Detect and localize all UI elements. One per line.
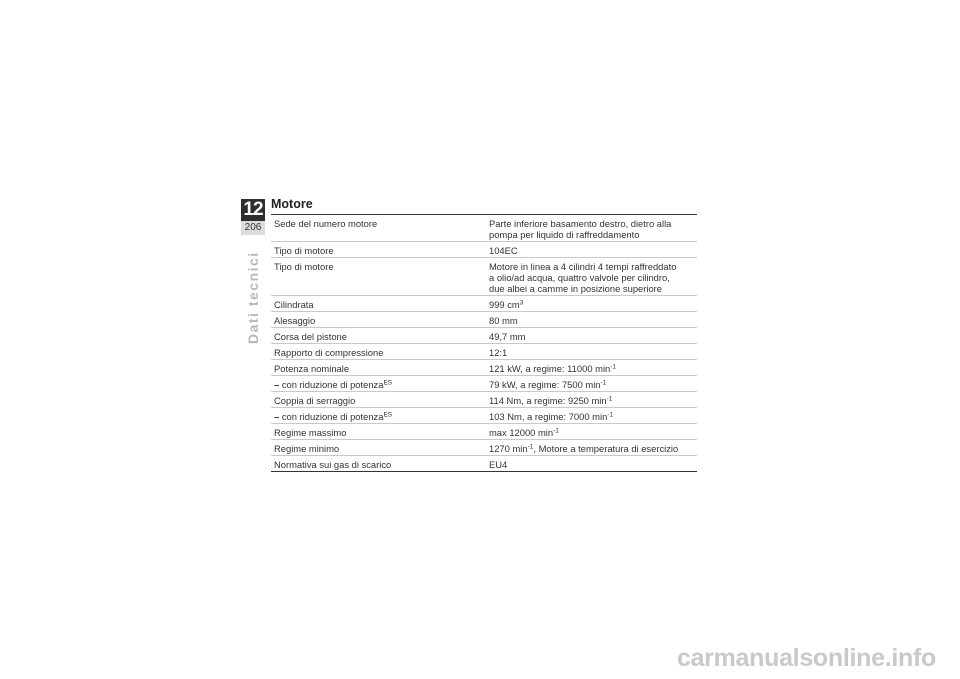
chapter-number: 12	[241, 199, 265, 221]
table-row	[271, 242, 697, 258]
spec-value	[486, 312, 697, 328]
spec-label	[271, 456, 486, 472]
spec-value-text: Parte inferiore basamento destro, dietro alla pompa per liquido di raffreddamento	[489, 217, 672, 240]
spec-value	[486, 392, 697, 408]
spec-label-text: Sede del numero motore	[274, 217, 378, 229]
spec-value	[486, 424, 697, 440]
spec-label	[271, 376, 486, 392]
spec-label	[271, 344, 486, 360]
spec-value-text: 12:1	[489, 346, 508, 358]
spec-label	[271, 392, 486, 408]
value-superscript: -1	[553, 427, 559, 434]
table-row	[271, 328, 697, 344]
spec-value	[486, 258, 697, 296]
table-row	[271, 440, 697, 456]
table-row	[271, 215, 697, 242]
spec-value-text: 1270 min	[489, 442, 528, 454]
value-superscript: -1	[607, 411, 614, 418]
spec-label	[271, 242, 486, 258]
table-row	[271, 344, 697, 360]
table-row	[271, 392, 697, 408]
chapter-tab	[241, 199, 265, 235]
spec-label-text: Alesaggio	[274, 314, 316, 326]
dash-marker: –	[274, 410, 280, 422]
spec-value-text: 80 mm	[489, 314, 518, 326]
spec-label-text: Corsa del pistone	[274, 330, 347, 342]
spec-value	[486, 296, 697, 312]
section-title: Motore	[271, 197, 313, 211]
dash-marker: –	[274, 378, 280, 390]
page-number: 206	[241, 221, 265, 235]
spec-value	[486, 376, 697, 392]
spec-label-text: Regime massimo	[274, 426, 347, 438]
spec-label	[271, 360, 486, 376]
spec-value-text: 79 kW, a regime: 7500 min	[489, 378, 601, 390]
spec-label	[271, 440, 486, 456]
value-superscript: -1	[610, 363, 617, 370]
table-row	[271, 376, 697, 392]
spec-label-text: con riduzione di potenza	[279, 410, 384, 422]
spec-value	[486, 456, 697, 472]
spec-value	[486, 215, 697, 242]
spec-label-text: Cilindrata	[274, 298, 314, 310]
watermark: carmanualsonline.info	[676, 644, 936, 672]
spec-label	[271, 258, 486, 296]
spec-value-text: 121 kW, a regime: 11000 min	[489, 362, 611, 374]
spec-label-text: Coppia di serraggio	[274, 394, 356, 406]
table-row	[271, 360, 697, 376]
spec-value-text: 49,7 mm	[489, 330, 526, 342]
spec-value	[486, 242, 697, 258]
label-superscript: ES	[383, 379, 393, 386]
spec-label-text: Normativa sui gas di scarico	[274, 458, 392, 470]
spec-label	[271, 296, 486, 312]
value-superscript: 3	[519, 299, 524, 306]
table-row	[271, 258, 697, 296]
spec-value-text: Motore in linea a 4 cilindri 4 tempi raffreddato a olio/ad acqua, quattro valvole per cilindro, due albei a camme in posizione superiore	[489, 260, 677, 294]
table-row	[271, 456, 697, 472]
spec-value-text: max 12000 min	[489, 426, 554, 438]
spec-label	[271, 215, 486, 242]
spec-label	[271, 312, 486, 328]
spec-label-text: Potenza nominale	[274, 362, 350, 374]
table-row	[271, 312, 697, 328]
spec-value	[486, 440, 697, 456]
spec-value	[486, 360, 697, 376]
spec-value-text: 114 Nm, a regime: 9250 min	[489, 394, 607, 406]
spec-value-text: 103 Nm, a regime: 7000 min	[489, 410, 608, 422]
spec-value-suffix: , Motore a temperatura di esercizio	[533, 442, 679, 454]
spec-label-text: Tipo di motore	[274, 244, 334, 256]
spec-value-text: EU4	[489, 458, 508, 470]
spec-label-text: Tipo di motore	[274, 260, 334, 272]
spec-label	[271, 328, 486, 344]
value-superscript: -1	[600, 379, 607, 386]
spec-value	[486, 344, 697, 360]
spec-label	[271, 424, 486, 440]
spec-label-text: Regime minimo	[274, 442, 340, 454]
table-row	[271, 296, 697, 312]
value-superscript: -1	[527, 443, 534, 450]
engine-spec-table	[271, 214, 697, 472]
spec-label-text: con riduzione di potenza	[279, 378, 384, 390]
spec-label-text: Rapporto di compressione	[274, 346, 384, 358]
label-superscript: ES	[383, 411, 393, 418]
table-row	[271, 424, 697, 440]
table-row	[271, 408, 697, 424]
spec-value-text: 104EC	[489, 244, 518, 256]
spec-value	[486, 328, 697, 344]
spec-value-text: 999 cm	[489, 298, 520, 310]
spec-value	[486, 408, 697, 424]
chapter-side-label: Dati tecnici	[245, 251, 261, 344]
value-superscript: -1	[606, 395, 613, 402]
spec-label	[271, 408, 486, 424]
